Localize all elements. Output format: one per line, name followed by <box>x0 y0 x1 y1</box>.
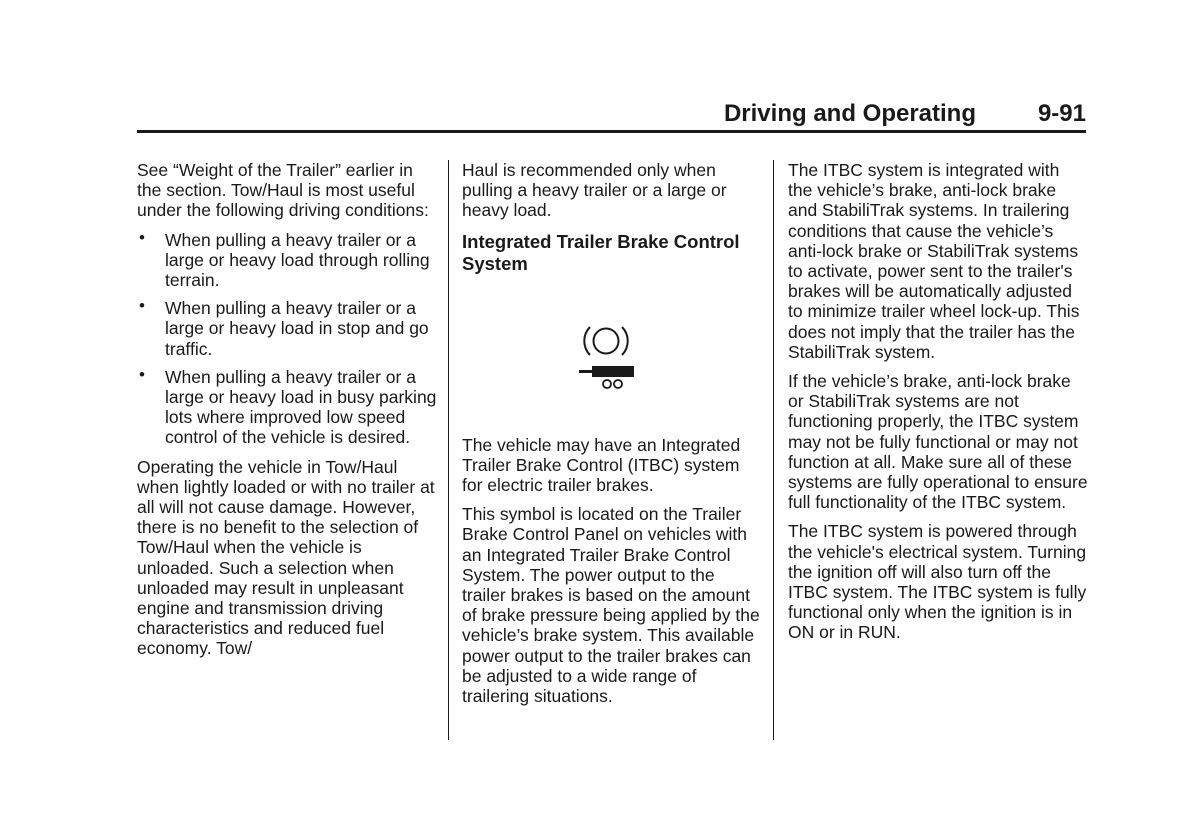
icon-figure <box>462 275 762 435</box>
itbc-integration-paragraph: The ITBC system is integrated with the vehicle’s brake, anti-lock brake and StabiliTrak systems. In trailering conditions that cause the vehicle’s anti-lock brake or StabiliTrak systems to activate, power sent to the trailer's brakes will be automatically adjusted to minimize trailer wheel lock-up. This does not imply that the trailer has the StabiliTrak system. <box>788 160 1080 362</box>
list-item: • When pulling a heavy trailer or a large or heavy load in busy parking lots where improved low speed control of the vehicle is desired. <box>139 364 437 448</box>
column-left <box>137 160 437 668</box>
tow-haul-paragraph: Operating the vehicle in Tow/Haul when lightly loaded or with no trailer at all will not cause damage. However, there is no benefit to the selection of Tow/Haul when the vehicle is unloaded. Such a selection when unloaded may result in unpleasant engine and transmission driving characteristics and reduced fuel economy. Tow/ <box>137 456 435 659</box>
bullet-icon: • <box>139 364 145 384</box>
continuation-paragraph: Haul is recommended only when pulling a heavy trailer or a large or heavy load. <box>462 160 727 221</box>
column-divider <box>773 160 774 740</box>
intro-paragraph: See “Weight of the Trailer” earlier in the section. Tow/Haul is most useful under the following driving conditions: <box>137 160 429 221</box>
page-number: 9-91 <box>1037 100 1086 127</box>
section-heading: Integrated Trailer Brake Control System <box>462 230 740 274</box>
trailer-brake-icon <box>576 323 636 391</box>
symbol-paragraph: This symbol is located on the Trailer Brake Control Panel on vehicles with an Integrated Trailer Brake Control System. The power output to the trailer brakes is based on the amount of brake pressure being applied by the vehicle’s brake system. This available power output to the trailer brakes can be adjusted to a wide range of trailering situations. <box>462 504 760 707</box>
section-title: Driving and Operating <box>723 100 976 127</box>
itbc-intro-paragraph: The vehicle may have an Integrated Trailer Brake Control (ITBC) system for electric trailer brakes. <box>462 434 741 496</box>
column-middle <box>462 160 762 715</box>
list-item: • When pulling a heavy trailer or a large or heavy load through rolling terrain. <box>139 227 430 291</box>
conditions-list <box>137 227 437 448</box>
page-header <box>137 100 1086 133</box>
column-right <box>788 160 1088 652</box>
list-item: • When pulling a heavy trailer or a large or heavy load in stop and go traffic. <box>139 296 429 359</box>
itbc-power-paragraph: The ITBC system is powered through the vehicle's electrical system. Turning the ignition off will also turn off the ITBC system. The ITBC system is fully functional only when the ignition is in ON or in RUN. <box>788 521 1087 643</box>
column-divider <box>448 160 449 740</box>
itbc-malfunction-paragraph: If the vehicle’s brake, anti-lock brake or StabiliTrak systems are not functioning properly, the ITBC system may not be fully functional or may not function at all. Make sure all of these systems are fully operational to ensure full functionality of the ITBC system. <box>788 371 1088 513</box>
bullet-icon: • <box>139 227 145 247</box>
bullet-icon: • <box>139 296 145 316</box>
